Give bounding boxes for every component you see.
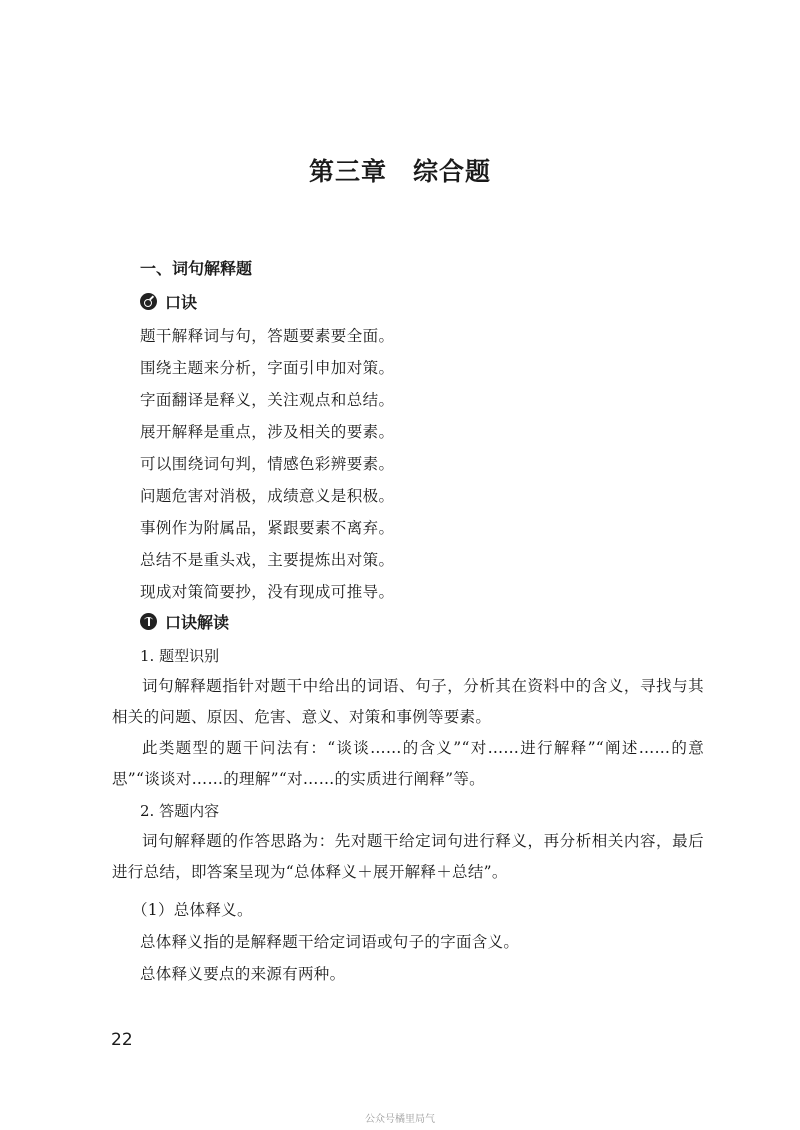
watermark: 公众号橘里局气 (365, 1114, 435, 1125)
mnemonic-line: 可以围绕词句判，情感色彩辨要素。 (140, 455, 395, 473)
interpretation-heading (140, 610, 229, 633)
mnemonic-heading-label: 口诀 (165, 293, 198, 312)
chapter-title: 第三章 综合题 (308, 157, 491, 186)
interpretation-heading-label: 口诀解读 (165, 613, 230, 632)
subsection-heading: 1. 题型识别 (140, 647, 220, 665)
mnemonic-line: 展开解释是重点，涉及相关的要素。 (140, 423, 395, 441)
mnemonic-line: 围绕主题来分析，字面引申加对策。 (140, 359, 395, 377)
mnemonic-heading (140, 290, 197, 313)
mnemonic-line: 问题危害对消极，成绩意义是积极。 (140, 487, 395, 505)
sub-item-heading: （1）总体释义。 (132, 901, 253, 919)
mnemonic-line: 总结不是重头戏，主要提炼出对策。 (140, 551, 395, 569)
paragraph: 总体释义指的是解释题干给定词语或句子的字面含义。 (140, 933, 520, 951)
mnemonic-line: 题干解释词与句，答题要素要全面。 (140, 327, 395, 345)
subsection-heading: 2. 答题内容 (140, 802, 220, 820)
section-heading: 一、词句解释题 (140, 259, 253, 278)
key-icon (140, 293, 157, 310)
paragraph: 词句解释题指针对题干中给出的词语、句子，分析其在资料中的含义，寻找与其相关的问题、原因、危害、意义、对策和事例等要素。 (112, 677, 704, 726)
mnemonic-line: 字面翻译是释义，关注观点和总结。 (140, 391, 395, 409)
paragraph: 此类题型的题干问法有：“谈谈……的含义”“对……进行解释”“阐述……的意思”“谈谈对……的理解”“对……的实质进行阐释”等。 (112, 739, 704, 788)
paragraph: 词句解释题的作答思路为：先对题干给定词句进行释义，再分析相关内容，最后进行总结，即答案呈现为“总体释义＋展开解释＋总结”。 (112, 832, 704, 881)
mnemonic-line: 事例作为附属品，紧跟要素不离弃。 (140, 519, 395, 537)
paragraph: 总体释义要点的来源有两种。 (140, 965, 346, 983)
mnemonic-line: 现成对策简要抄，没有现成可推导。 (140, 583, 395, 601)
sprout-icon (140, 613, 157, 630)
page-number: 22 (111, 1030, 133, 1050)
